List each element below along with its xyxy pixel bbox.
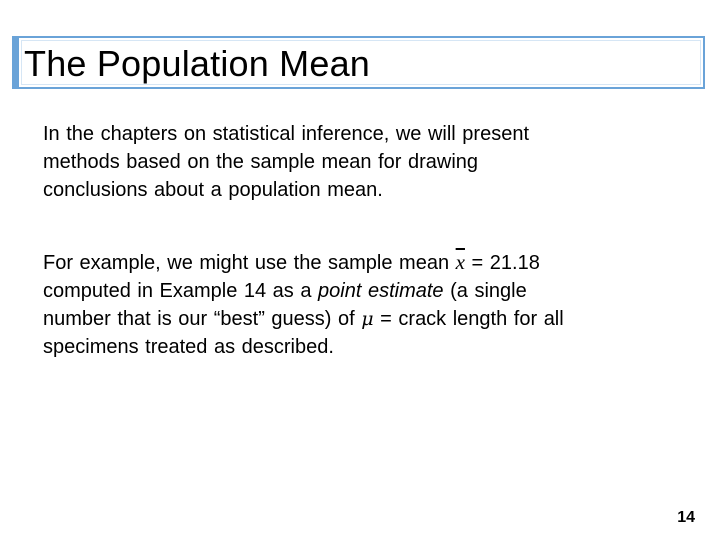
slide-title: The Population Mean	[24, 43, 371, 84]
paragraph-intro-line-2: methods based on the sample mean for drawing	[43, 151, 479, 173]
paragraph-intro	[43, 120, 683, 204]
example-text-start: For example, we might use the sample mean	[43, 252, 456, 274]
paragraph-example-line-4: specimens treated as described.	[43, 336, 334, 358]
page-number: 14	[677, 509, 695, 526]
paragraph-example-line-3	[43, 305, 683, 333]
paragraph-intro-line-3: conclusions about a population mean.	[43, 179, 383, 201]
example-text-single: (a single	[443, 280, 527, 302]
sample-mean-value: = 21.18	[464, 252, 540, 274]
population-mean-symbol: μ	[361, 308, 374, 330]
paragraph-example	[43, 248, 683, 361]
example-text-guess: number that is our “best” guess) of	[43, 308, 362, 330]
example-text-computed: computed in Example 14 as a	[43, 280, 319, 302]
paragraph-example-line-2	[43, 277, 683, 305]
paragraph-example-line-1	[43, 248, 683, 277]
point-estimate-term: point estimate	[318, 280, 444, 302]
example-text-crack-length: = crack length for all	[373, 308, 564, 330]
sample-mean-symbol: $\overline{x}$	[455, 250, 465, 274]
paragraph-intro-line-1: In the chapters on statistical inference, we will present	[43, 123, 530, 145]
